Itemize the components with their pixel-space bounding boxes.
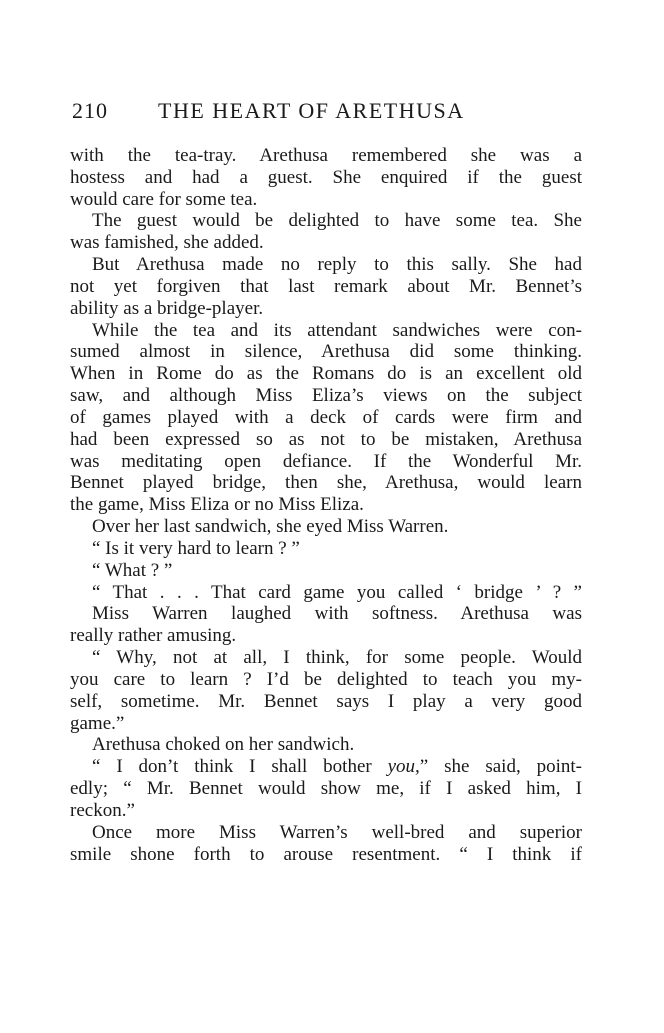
text-line: “ Why, not at all, I think, for some people. Would [92, 647, 582, 669]
text-line: was famished, she added. [70, 232, 264, 254]
text-line: saw, and although Miss Eliza’s views on the subject [70, 385, 582, 407]
text-line: not yet forgiven that last remark about Mr. Bennet’s [70, 275, 582, 297]
text-line: had been expressed so as not to be mistaken, Arethusa [70, 428, 582, 450]
text-line: “ What ? ” [92, 559, 173, 581]
page-header [72, 98, 592, 132]
text-line: While the tea and its attendant sandwiches were con- [92, 319, 582, 341]
text-line: “ That . . . That card game you called ‘ bridge ’ ? ” [92, 581, 582, 603]
text-line: “ Is it very hard to learn ? ” [92, 537, 300, 559]
text-line: was meditating open defiance. If the Wonderful Mr. [70, 450, 582, 472]
text-line: Arethusa choked on her sandwich. [92, 734, 355, 756]
text-line: would care for some tea. [70, 188, 258, 210]
text-line: ability as a bridge-player. [70, 297, 264, 319]
italic-word: you, [387, 756, 420, 778]
text-line: self, sometime. Mr. Bennet says I play a very good [70, 690, 582, 712]
text-line: really rather amusing. [70, 625, 237, 647]
text-line: Over her last sandwich, she eyed Miss Warren. [92, 516, 449, 538]
text-line: reckon.” [70, 799, 135, 821]
text-line [70, 756, 582, 778]
text-line: you care to learn ? I’d be delighted to teach you my- [70, 668, 582, 690]
text-line: the game, Miss Eliza or no Miss Eliza. [70, 494, 364, 516]
text-line: hostess and had a guest. She enquired if the guest [70, 166, 582, 188]
line-segment: ” she said, point- [419, 756, 582, 778]
text-line: with the tea-tray. Arethusa remembered she was a [70, 145, 582, 166]
body-text [70, 145, 582, 865]
line-segment: “ I don’t think I shall bother [92, 756, 388, 778]
text-line: game.” [70, 712, 125, 734]
text-line: sumed almost in silence, Arethusa did some thinking. [70, 341, 582, 363]
text-line: Bennet played bridge, then she, Arethusa, would learn [70, 472, 582, 494]
text-line: of games played with a deck of cards were firm and [70, 406, 582, 428]
text-line: When in Rome do as the Romans do is an excellent old [70, 363, 582, 385]
text-line: smile shone forth to arouse resentment. “ I think if [70, 843, 582, 865]
text-line: Miss Warren laughed with softness. Arethusa was [92, 603, 582, 625]
text-line: But Arethusa made no reply to this sally. She had [92, 254, 582, 276]
text-line: The guest would be delighted to have some tea. She [92, 210, 582, 232]
text-line: Once more Miss Warren’s well-bred and superior [92, 821, 582, 843]
text-line: edly; “ Mr. Bennet would show me, if I asked him, I [70, 778, 582, 800]
page-number: 210 [72, 98, 108, 123]
running-head: THE HEART OF ARETHUSA [158, 98, 465, 123]
